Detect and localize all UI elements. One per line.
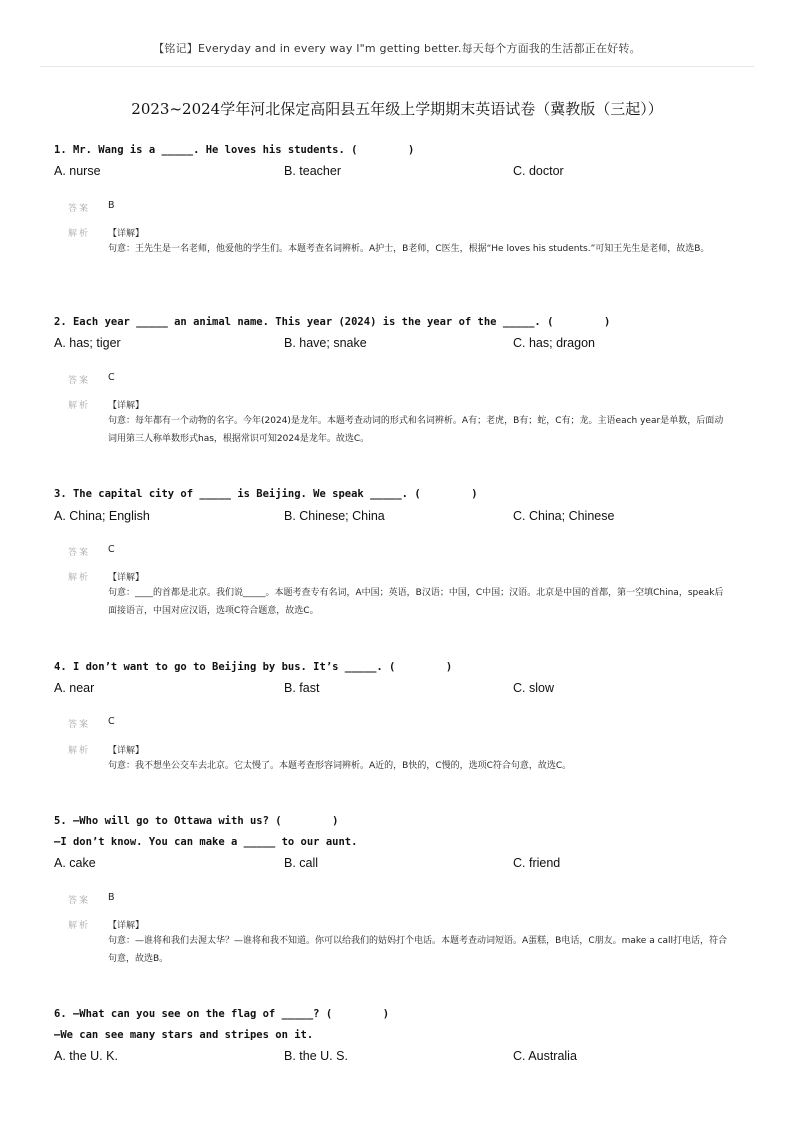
option-a: A. China; English [54,509,150,523]
option-a: A. nurse [54,164,101,178]
analysis-label: 解析 [68,921,91,931]
answer-label: 答案 [68,896,91,906]
question-stem: 6. —What can you see on the flag of _____? ( ) [54,1008,390,1020]
header-divider [40,66,754,67]
option-a: A. cake [54,856,96,870]
option-b: B. call [284,856,319,870]
analysis-label: 解析 [68,746,91,756]
detail-tag: 【详解】 [108,401,145,411]
detail-tag: 【详解】 [108,921,145,931]
option-c: C. China; Chinese [513,509,615,523]
explanation-text: 句意：—谁将和我们去渥太华？—谁将和我不知道。你可以给我们的姑妈打个电话。本题考查动词短语。A蛋糕，B电话，C朋友。make a call打电话，符合句意，故选B。 [108,936,728,964]
page-title: 2023~2024学年河北保定高阳县五年级上学期期末英语试卷（冀教版（三起）） [131,100,663,118]
question-stem-line-2: —I don’t know. You can make a _____ to our aunt. [54,836,358,848]
question-stem: 1. Mr. Wang is a _____. He loves his students. ( ) [54,144,415,156]
question-stem: 4. I don’t want to go to Beijing by bus. It’s _____. ( ) [54,661,453,673]
option-a: A. has; tiger [54,336,121,350]
explanation-text: 句意：王先生是一名老师，他爱他的学生们。本题考查名词辨析。A护士，B老师，C医生，根据“He loves his students.”可知王先生是老师，故选B。 [108,244,710,254]
option-c: C. slow [513,681,554,695]
answer-value: C [108,716,115,727]
option-a: A. the U. K. [54,1049,118,1063]
analysis-label: 解析 [68,573,91,583]
option-c: C. has; dragon [513,336,595,350]
motto-header: 【铭记】Everyday and in every way I"m getting better.每天每个方面我的生活都正在好转。 [153,42,641,55]
question-stem-line-2: —We can see many stars and stripes on it. [54,1029,314,1041]
answer-value: C [108,372,115,383]
answer-value: C [108,544,115,555]
explanation-text: 句意：我不想坐公交车去北京。它太慢了。本题考查形容词辨析。A近的，B快的，C慢的，选项C符合句意，故选C。 [108,761,572,771]
question-stem: 3. The capital city of _____ is Beijing. We speak _____. ( ) [54,488,478,500]
option-b: B. have; snake [284,336,367,350]
answer-label: 答案 [68,376,91,386]
question-stem: 5. —Who will go to Ottawa with us? ( ) [54,815,339,827]
answer-value: B [108,892,115,903]
explanation-text: 句意：____的首都是北京。我们说_____。本题考查专有名词，A中国；英语，B汉语；中国，C中国；汉语。北京是中国的首都，第一空填China，speak后面接语言，中国对应汉语，选项C符合题意，故选C。 [108,588,724,616]
answer-label: 答案 [68,204,91,214]
analysis-label: 解析 [68,401,91,411]
detail-tag: 【详解】 [108,746,145,756]
option-b: B. fast [284,681,320,695]
option-b: B. teacher [284,164,341,178]
question-stem: 2. Each year _____ an animal name. This year (2024) is the year of the _____. ( ) [54,316,611,328]
option-c: C. Australia [513,1049,577,1063]
answer-label: 答案 [68,720,91,730]
detail-tag: 【详解】 [108,573,145,583]
detail-tag: 【详解】 [108,229,145,239]
option-c: C. friend [513,856,561,870]
answer-label: 答案 [68,548,91,558]
option-b: B. Chinese; China [284,509,385,523]
option-a: A. near [54,681,95,695]
answer-value: B [108,200,115,211]
option-c: C. doctor [513,164,564,178]
option-b: B. the U. S. [284,1049,348,1063]
explanation-text: 句意：每年都有一个动物的名字。今年(2024)是龙年。本题考查动词的形式和名词辨析。A有；老虎，B有；蛇，C有；龙。主语each year是单数，后面动词用第三人称单数形式has，根据常识可知2024是龙年。故选C。 [108,416,724,444]
analysis-label: 解析 [68,229,91,239]
